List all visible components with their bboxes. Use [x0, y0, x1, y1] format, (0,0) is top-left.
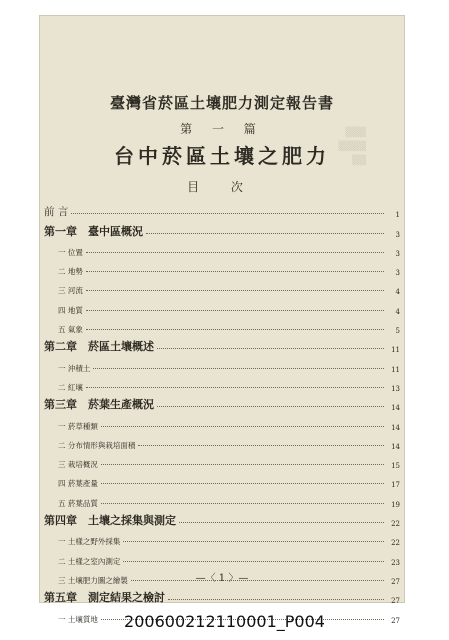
toc-leader-dots — [93, 368, 384, 369]
toc-page-number: 11 — [391, 346, 400, 355]
part-label: 第 一 篇 — [180, 122, 264, 136]
toc-chapter-row — [44, 219, 400, 238]
toc-leader-dots — [86, 387, 384, 388]
toc-section-row — [44, 412, 400, 431]
toc-page-number: 14 — [391, 404, 400, 413]
toc-section-row — [44, 258, 400, 277]
toc-entry-label: 三 河流 — [58, 286, 83, 296]
toc-entry-label: 一 土壤質地 — [58, 614, 98, 624]
toc-entry-label: 一 土樣之野外採集 — [58, 537, 121, 547]
toc-entry-label: 二 紅壤 — [58, 382, 83, 392]
toc-page-number: 22 — [391, 520, 400, 529]
toc-page-number: 3 — [395, 230, 400, 239]
toc-section-row — [44, 316, 400, 335]
toc-page-number: 13 — [391, 384, 400, 393]
toc-page-number: 27 — [391, 616, 400, 625]
toc-entry-label: 五 菸葉品質 — [58, 498, 98, 508]
toc-section-row — [44, 547, 400, 566]
toc-page-number: 1 — [395, 211, 400, 220]
toc-chapter-row — [44, 393, 400, 412]
toc-chapter-row — [44, 335, 400, 354]
toc-page-number: 22 — [391, 539, 400, 548]
toc-entry-label: 三 栽培概況 — [58, 460, 98, 470]
toc-entry-label: 四 地質 — [58, 305, 83, 315]
toc-page-number: 14 — [391, 442, 400, 451]
toc-leader-dots — [101, 464, 384, 465]
toc-page-number: 27 — [391, 577, 400, 586]
toc-entry-label: 前 言 — [44, 206, 69, 219]
toc-entry-label: 五 氣象 — [58, 325, 83, 335]
part-subtitle: 台中菸區土壤之肥力 — [114, 144, 330, 168]
toc-section-row — [44, 354, 400, 373]
toc-entry-label: 第四章 土壤之採集與測定 — [44, 514, 176, 528]
toc-leader-dots — [86, 329, 384, 330]
toc-entry-label: 第一章 臺中區概況 — [44, 224, 143, 238]
toc-leader-dots — [157, 406, 384, 407]
toc-section-row — [44, 451, 400, 470]
toc-page-number: 23 — [391, 558, 400, 567]
image-id-caption: 200600212110001_P004 — [124, 612, 325, 631]
toc-leader-dots — [86, 271, 384, 272]
page-number-footer: —〈 1 〉— — [195, 573, 249, 584]
toc-entry-label: 第五章 測定結果之檢討 — [44, 591, 165, 605]
toc-page-number: 17 — [391, 481, 400, 490]
toc-leader-dots — [86, 290, 384, 291]
toc-section-row — [44, 489, 400, 508]
toc-entry-label: 一 位置 — [58, 247, 83, 257]
toc-chapter-row — [44, 586, 400, 605]
show-through-text: ▒▒▒ ▒▒▒▒ ▒▒ — [338, 128, 366, 166]
toc-section-row — [44, 528, 400, 547]
toc-leader-dots — [101, 483, 384, 484]
toc-page-number: 19 — [391, 500, 400, 509]
toc-entry-row — [44, 200, 400, 219]
toc-entry-label: 第三章 菸葉生產概況 — [44, 398, 154, 412]
toc-section-row — [44, 239, 400, 258]
toc-section-row — [44, 470, 400, 489]
toc-entry-label: 二 土樣之室內測定 — [58, 556, 121, 566]
toc-page-number: 4 — [395, 307, 400, 316]
table-of-contents — [44, 200, 400, 625]
toc-leader-dots — [101, 503, 384, 504]
toc-leader-dots — [179, 522, 384, 523]
toc-entry-label: 二 地勢 — [58, 267, 83, 277]
toc-leader-dots — [157, 348, 384, 349]
toc-page-number: 27 — [391, 597, 400, 606]
toc-leader-dots — [101, 426, 384, 427]
toc-entry-label: 四 菸葉產量 — [58, 479, 98, 489]
report-title: 臺灣省菸區土壤肥力測定報告書 — [109, 94, 334, 112]
toc-page-number: 14 — [391, 423, 400, 432]
toc-leader-dots — [86, 252, 384, 253]
toc-leader-dots — [123, 541, 384, 542]
toc-page-number: 4 — [395, 288, 400, 297]
toc-entry-label: 一 沖積土 — [58, 363, 91, 373]
toc-page-number: 15 — [391, 462, 400, 471]
toc-page-number: 11 — [391, 365, 400, 374]
toc-page-number: 5 — [395, 327, 400, 336]
toc-entry-label: 一 菸草種類 — [58, 421, 98, 431]
toc-entry-label: 第二章 菸區土壤概述 — [44, 340, 154, 354]
toc-leader-dots — [138, 445, 384, 446]
toc-leader-dots — [123, 561, 384, 562]
toc-section-row — [44, 432, 400, 451]
toc-entry-label: 二 分布情形與栽培面積 — [58, 440, 136, 450]
toc-leader-dots — [86, 310, 384, 311]
toc-leader-dots — [71, 213, 384, 214]
toc-section-row — [44, 374, 400, 393]
toc-leader-dots — [146, 233, 384, 234]
toc-page-number: 3 — [395, 249, 400, 258]
toc-chapter-row — [44, 509, 400, 528]
contents-heading: 目 次 — [187, 180, 257, 194]
toc-section-row — [44, 277, 400, 296]
toc-section-row — [44, 296, 400, 315]
toc-page-number: 3 — [395, 269, 400, 278]
toc-entry-label: 三 土壤肥力圖之繪製 — [58, 575, 128, 585]
toc-leader-dots — [168, 599, 384, 600]
